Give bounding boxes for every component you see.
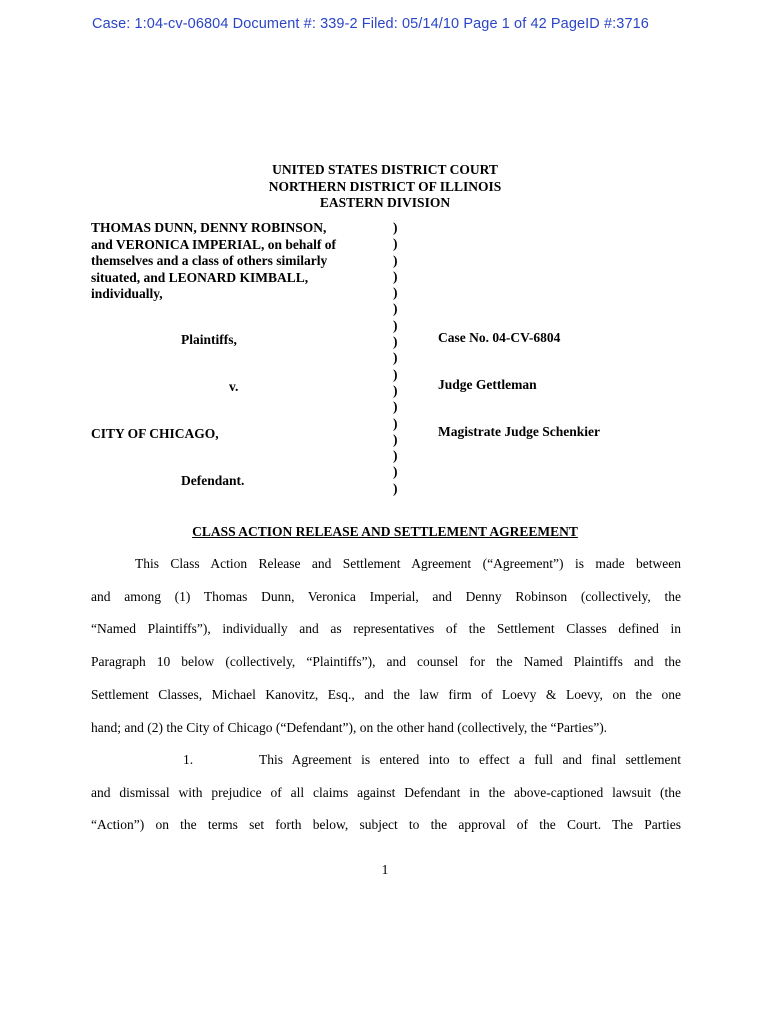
paren: ) — [393, 431, 398, 447]
judge-name: Judge Gettleman — [438, 377, 537, 392]
plaintiffs-line: individually, — [91, 286, 163, 301]
paragraph-line: and among (1) Thomas Dunn, Veronica Imperial, and Denny Robinson (collectively, the — [91, 588, 681, 604]
paren: ) — [393, 399, 398, 415]
defendant-label: Defendant. — [181, 473, 245, 488]
plaintiffs-label: Plaintiffs, — [181, 332, 237, 347]
paren: ) — [393, 334, 398, 350]
paragraph-line-text: This Agreement is entered into to effect a full and final settlement — [259, 752, 681, 767]
caption-parentheses — [393, 220, 405, 497]
court-division: EASTERN DIVISION — [319, 195, 451, 210]
paragraph-1 — [91, 744, 681, 842]
paren: ) — [393, 480, 398, 496]
plaintiffs-line: themselves and a class of others similarly — [91, 253, 328, 268]
magistrate-judge: Magistrate Judge Schenkier — [438, 424, 600, 439]
paren: ) — [393, 220, 398, 235]
paragraph-line: and dismissal with prejudice of all claims against Defendant in the above-captioned lawsuit (the — [91, 784, 681, 800]
plaintiffs-line: situated, and LEONARD KIMBALL, — [91, 269, 309, 285]
paragraph-intro — [91, 548, 681, 744]
page-number: 1 — [381, 862, 389, 877]
paren: ) — [393, 317, 398, 333]
plaintiffs-names — [91, 220, 391, 303]
paren: ) — [393, 236, 398, 252]
paragraph-line: “Named Plaintiffs”), individually and as representatives of the Settlement Classes defined in — [91, 621, 681, 637]
court-name: UNITED STATES DISTRICT COURT — [272, 162, 498, 177]
paragraph-line — [91, 744, 681, 777]
paren: ) — [393, 285, 398, 301]
paren: ) — [393, 268, 398, 284]
paren: ) — [393, 415, 398, 431]
paren: ) — [393, 252, 398, 268]
case-number: Case No. 04-CV-6804 — [438, 330, 561, 345]
paren: ) — [393, 448, 398, 464]
document-title: CLASS ACTION RELEASE AND SETTLEMENT AGREEMENT — [192, 524, 578, 539]
paragraph-line: Paragraph 10 below (collectively, “Plaintiffs”), and counsel for the Named Plaintiffs and the — [91, 654, 681, 670]
paren: ) — [393, 301, 398, 317]
paragraph-number: 1. — [183, 752, 194, 767]
paren: ) — [393, 382, 398, 398]
paragraph-line: “Action”) on the terms set forth below, subject to the approval of the Court. The Parties — [91, 817, 681, 833]
plaintiffs-line: and VERONICA IMPERIAL, on behalf of — [91, 236, 337, 252]
paragraph-line: This Class Action Release and Settlement Agreement (“Agreement”) is made between — [135, 556, 681, 571]
court-heading — [0, 162, 770, 212]
paragraph-line: Settlement Classes, Michael Kanovitz, Esq., and the law firm of Loevy & Loevy, on the one — [91, 686, 681, 702]
case-header-stamp: Case: 1:04-cv-06804 Document #: 339-2 Filed: 05/14/10 Page 1 of 42 PageID #:3716 — [92, 16, 649, 32]
paren: ) — [393, 350, 398, 366]
defendant-name: CITY OF CHICAGO, — [91, 426, 219, 441]
versus-label: v. — [229, 379, 239, 394]
paren: ) — [393, 464, 398, 480]
paragraph-line: hand; and (2) the City of Chicago (“Defendant”), on the other hand (collectively, the “Parties”). — [91, 719, 608, 735]
court-district: NORTHERN DISTRICT OF ILLINOIS — [268, 178, 502, 194]
paren: ) — [393, 366, 398, 382]
plaintiffs-line: THOMAS DUNN, DENNY ROBINSON, — [91, 220, 327, 235]
